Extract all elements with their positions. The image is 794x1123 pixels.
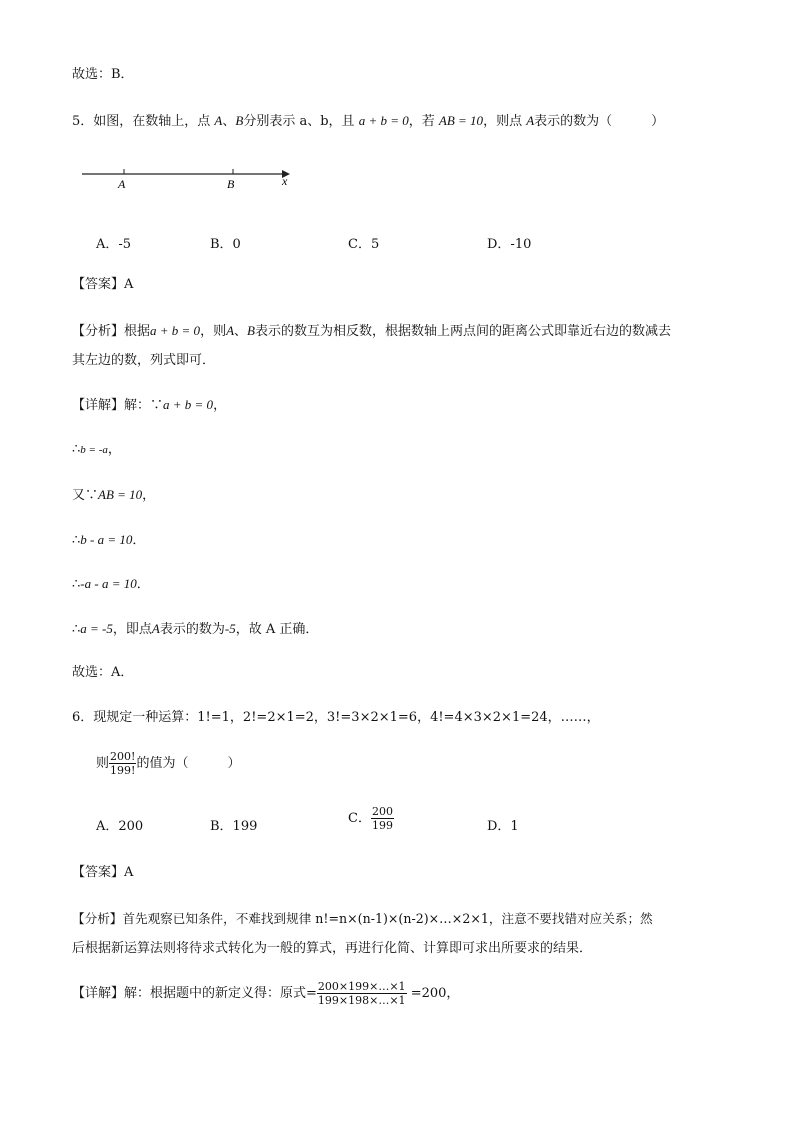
q5-step-2 <box>72 486 155 505</box>
q5-point-a: A <box>214 113 223 128</box>
q5-step-1 <box>72 441 121 459</box>
q6-detail-text-1: 【详解】解：根据题中的新定义得：原式= <box>72 986 317 1001</box>
q5-detail-line-1 <box>72 396 226 415</box>
q5-eq-sum: a + b = 0 <box>358 113 409 128</box>
q5-analysis-point-a: A <box>226 323 235 338</box>
q5-text-5: ，则点 <box>483 114 523 129</box>
q5-analysis-point-b: B <box>247 323 255 338</box>
q5-option-d: D．-10 <box>487 237 532 252</box>
question-6: 6．现规定一种运算：1!=1，2!=2×1=2，3!=3×2×1=6，4!=4×3×2×1=24，……， <box>72 710 600 725</box>
q6-detail-numerator: 200×199×…×1 <box>317 980 406 993</box>
therefore-symbol: ∴ <box>72 577 81 592</box>
q6-option-c-denominator: 199 <box>371 819 393 832</box>
q5-analysis-line-1 <box>72 322 671 341</box>
step-1-eq: b = -a <box>80 444 108 456</box>
q6-option-d: D．1 <box>487 819 519 834</box>
q5-analysis-line-2: 其左边的数，列式即可． <box>72 353 216 368</box>
q5-analysis-text-3: 、 <box>234 324 248 339</box>
q6-option-a: A．200 <box>96 819 144 834</box>
q5-option-b: B．0 <box>210 237 241 252</box>
label-point-a: A <box>118 177 126 191</box>
q6-option-b: B．199 <box>210 819 258 834</box>
q5-analysis-text-1: 【分析】根据 <box>72 324 151 339</box>
therefore-symbol: ∴ <box>72 533 81 548</box>
step-3-punct: ． <box>132 533 146 548</box>
step-4-eq: -a - a = 10 <box>80 576 137 591</box>
step-5-eq: a = -5 <box>80 621 113 636</box>
q5-text-4: ，若 <box>408 114 435 129</box>
question-6-line-2 <box>96 750 240 777</box>
question-5 <box>72 112 664 131</box>
q6-analysis-line-2: 后根据新运算法则将待求式转化为一般的算式，再进行化简、计算即可求出所要求的结果． <box>72 941 593 956</box>
q6-fraction-denominator: 199! <box>110 764 136 777</box>
q5-eq-ab: AB = 10 <box>438 113 484 128</box>
step-5-text-3: ，故 A 正确． <box>235 622 319 637</box>
q5-text-6: 表示的数为（ ） <box>534 114 665 129</box>
therefore-symbol: ∴ <box>72 442 81 457</box>
q6-fraction <box>109 750 136 777</box>
q6-detail-text-2: =200， <box>410 986 460 1001</box>
q5-step-4 <box>72 575 150 594</box>
q6-text-1: 则 <box>96 756 110 771</box>
q5-point-a-2: A <box>526 113 535 128</box>
q5-detail-text-2: ， <box>213 398 227 413</box>
step-2-punct: ， <box>142 488 156 503</box>
q6-option-c <box>348 805 394 832</box>
label-point-b: B <box>227 177 235 191</box>
step-2-eq: AB = 10 <box>98 487 143 502</box>
therefore-symbol: ∴ <box>72 622 81 637</box>
step-5-text-1: ，即点 <box>112 622 152 637</box>
q5-point-b: B <box>235 113 244 128</box>
q5-step-5 <box>72 620 318 639</box>
q6-fraction-numerator: 200! <box>110 750 136 763</box>
step-4-punct: ． <box>136 577 150 592</box>
label-axis-x: x <box>282 174 288 188</box>
q6-detail-fraction <box>317 980 407 1007</box>
q5-step-3 <box>72 531 145 550</box>
step-1-punct: ， <box>107 442 121 457</box>
q6-text-2: 的值为（ ） <box>136 756 241 771</box>
q6-detail-denominator: 199×198×…×1 <box>317 994 406 1007</box>
step-5-point-a: A <box>151 621 160 636</box>
q6-option-c-prefix: C． <box>348 811 371 826</box>
q6-option-c-fraction <box>371 805 394 832</box>
q5-text-2: 、 <box>222 114 236 129</box>
q5-answer: 【答案】A <box>72 277 134 292</box>
step-5-text-2: 表示的数为 <box>159 622 225 637</box>
q5-analysis-text-2: ，则 <box>200 324 227 339</box>
prev-answer-choice: 故选：B． <box>72 67 134 82</box>
step-5-value: -5 <box>224 621 236 636</box>
q6-analysis-line-1: 【分析】首先观察已知条件，不难找到规律 n!=n×(n-1)×(n-2)×…×2×1，注意不要找错对应关系；然 <box>72 911 653 926</box>
q5-analysis-text-4: 表示的数互为相反数，根据数轴上两点间的距离公式即靠近右边的数减去 <box>255 324 672 339</box>
number-line-figure <box>78 160 298 196</box>
q5-final-choice: 故选：A． <box>72 665 134 680</box>
step-3-eq: b - a = 10 <box>80 532 133 547</box>
q5-option-c: C．5 <box>348 237 380 252</box>
q6-detail <box>72 980 459 1007</box>
q6-answer: 【答案】A <box>72 865 134 880</box>
q5-detail-eq: a + b = 0 <box>163 397 214 412</box>
step-2-text: 又∵ <box>72 488 99 503</box>
q5-text-3: 分别表示 a、b，且 <box>243 114 355 129</box>
q5-analysis-eq: a + b = 0 <box>150 323 201 338</box>
q5-text-1: 5．如图，在数轴上，点 <box>72 114 211 129</box>
q5-option-a: A．-5 <box>96 237 132 252</box>
q5-detail-text-1: 【详解】解：∵ <box>72 398 164 413</box>
q6-option-c-numerator: 200 <box>371 805 393 818</box>
